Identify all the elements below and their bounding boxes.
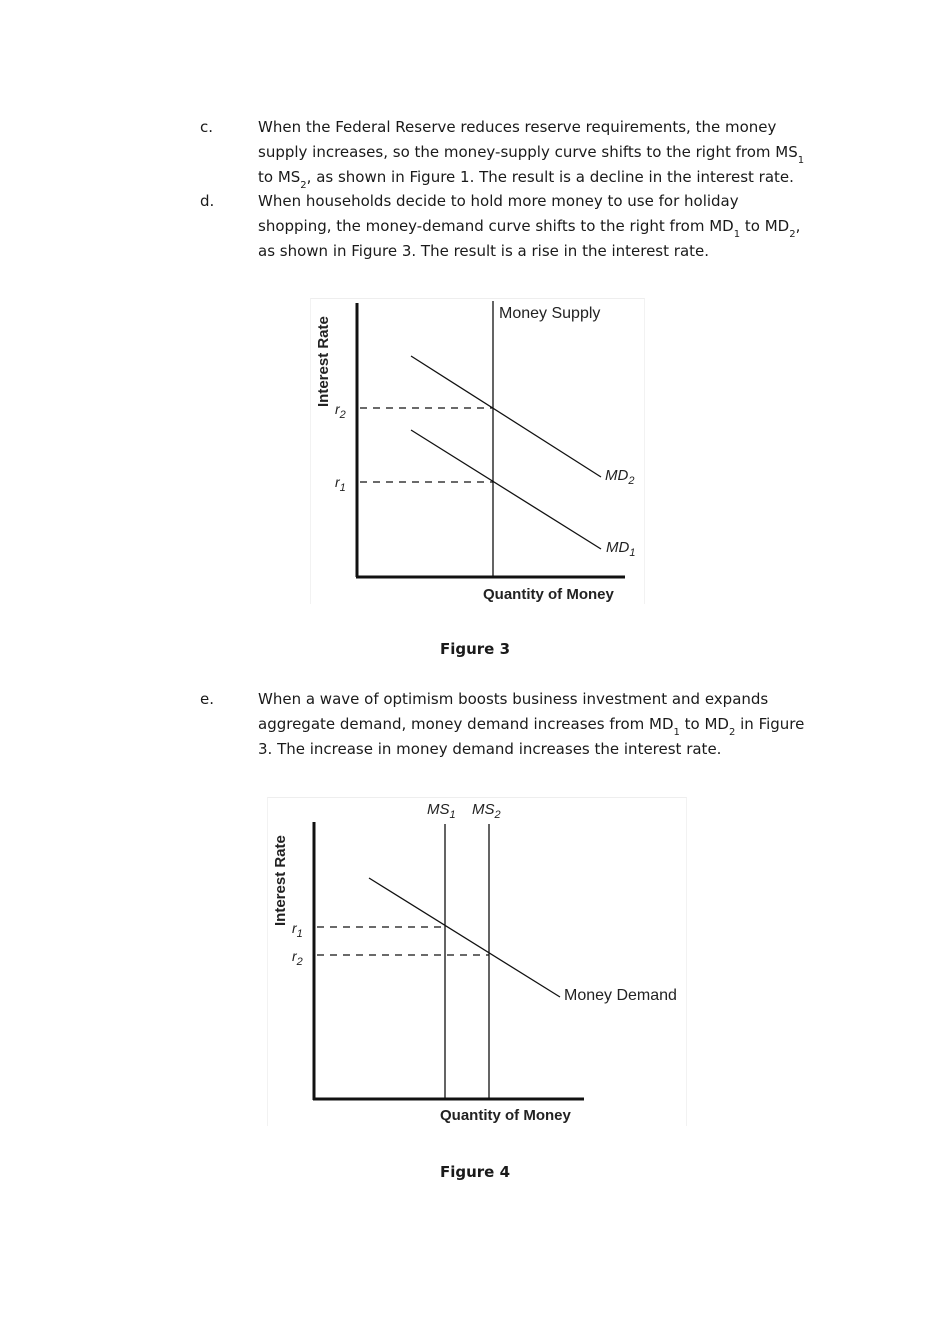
y-axis-label: Interest Rate (272, 835, 289, 926)
money-supply-label: Money Supply (499, 305, 601, 322)
figure-4-graph (268, 798, 686, 1126)
item-text: When households decide to hold more money to use for holiday shopping, the money-demand curve shifts to the right from $MD_1$ to $MD_2$, as shown in Figure 3. The result is a rise in the interest rate. (258, 192, 801, 260)
money-demand-label: Money Demand (564, 987, 677, 1004)
rate-r1-label: $r_1$ (292, 920, 303, 940)
figure-3-caption: Figure 3 (439, 640, 511, 658)
item-text: When a wave of optimism boosts business investment and expands aggregate demand, money demand increases from $MD_1$ to $MD_2$ in Figure 3. The increase in money demand increases the interest rate. (258, 690, 805, 758)
item-letter: e. (200, 690, 214, 708)
rate-r1-label: $r_1$ (335, 474, 346, 494)
rate-r2-label: $r_2$ (292, 948, 303, 968)
x-axis-label: Quantity of Money (440, 1107, 571, 1124)
md1-label: $MD_1$ (606, 539, 636, 559)
y-axis-label: Interest Rate (315, 316, 332, 407)
figure-3-graph (311, 299, 644, 604)
money-demand-curve (369, 878, 560, 997)
md2-label: $MD_2$ (605, 467, 635, 487)
figure-4-caption: Figure 4 (439, 1163, 511, 1181)
item-letter: d. (200, 192, 215, 210)
ms2-label: $MS_2$ (472, 801, 501, 821)
item-letter: c. (200, 118, 214, 136)
item-text: When the Federal Reserve reduces reserve requirements, the money supply increases, so the money-supply curve shifts to the right from $MS_1$ to $MS_2$, as shown in Figure 1. The result is a decline in the interest rate. (258, 118, 805, 191)
md2-curve (411, 356, 601, 477)
md1-curve (411, 430, 601, 549)
ms1-label: $MS_1$ (427, 801, 456, 821)
rate-r2-label: $r_2$ (335, 401, 346, 421)
x-axis-label: Quantity of Money (483, 586, 614, 603)
figure-3-money-demand-shift (310, 298, 645, 604)
figure-4-money-supply-shift (267, 797, 687, 1126)
